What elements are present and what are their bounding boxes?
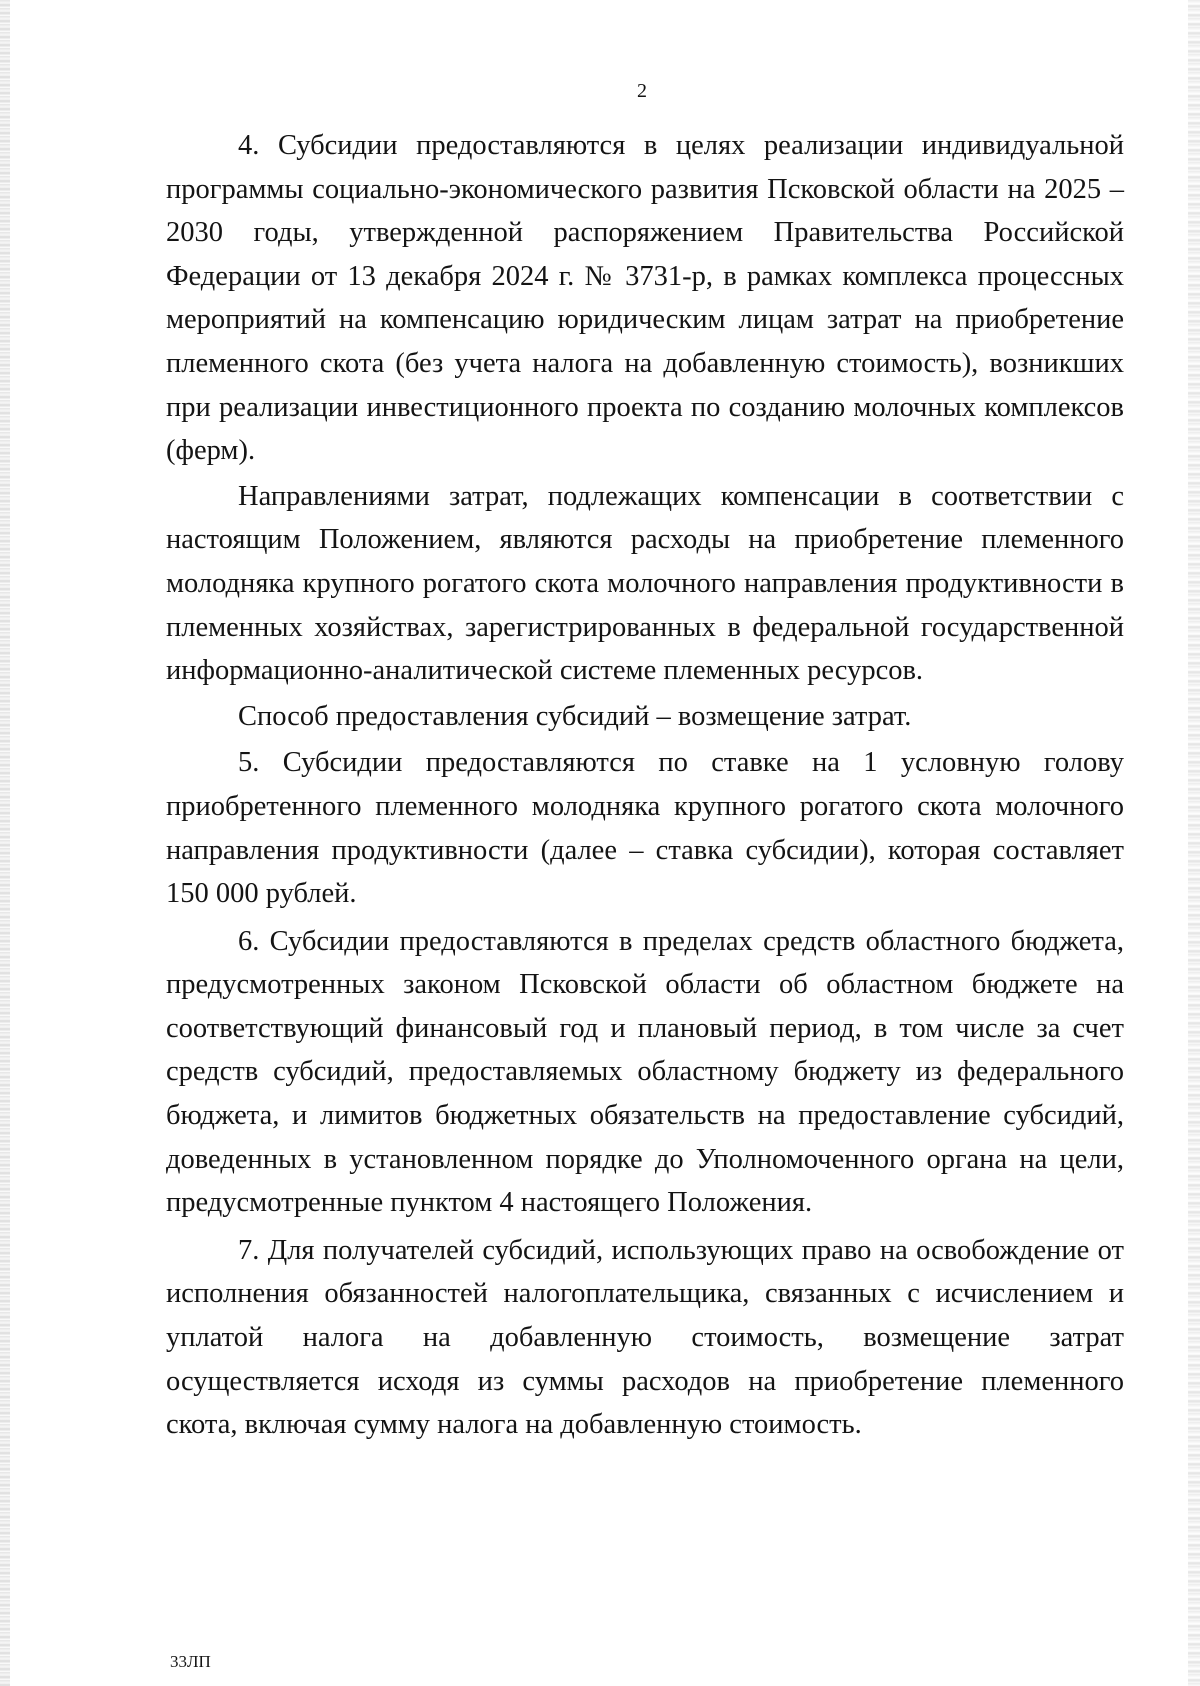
paragraph-7: 7. Для получателей субсидий, использующих право на освобождение от исполнения обязанностей налогоплательщика, связанных с исчислением и уплатой налога на добавленную стоимость, возмещение затрат осуществляется исходя из суммы расходов на приобретение племенного скота, включая сумму налога на добавленную стоимость.	[166, 1234, 1124, 1441]
scan-edge-right	[1188, 0, 1200, 1686]
document-body	[166, 124, 1124, 1447]
paragraph-cost-directions: Направлениями затрат, подлежащих компенсации в соответствии с настоящим Положением, являются расходы на приобретение племенного молодняка крупного рогатого скота молочного направления продуктивности в племенных хозяйствах, зарегистрированных в федеральной государственной информационно-аналитической системе племенных ресурсов.	[166, 480, 1124, 687]
scan-edge-left	[0, 0, 10, 1686]
page-number: 2	[637, 80, 647, 102]
footer-document-code: 33ЛП	[170, 1652, 211, 1671]
paragraph-subsidy-method: Способ предоставления субсидий – возмещение затрат.	[238, 700, 912, 732]
paragraph-4: 4. Субсидии предоставляются в целях реализации индивидуальной программы социально-экономического развития Псковской области на 2025 – 2030 годы, утвержденной распоряжением Правительства Российской Федерации от 13 декабря 2024 г. № 3731-р, в рамках комплекса процессных мероприятий на компенсацию юридическим лицам затрат на приобретение племенного скота (без учета налога на добавленную стоимость), возникших при реализации инвестиционного проекта по созданию молочных комплексов (ферм).	[166, 130, 1124, 467]
paragraph-5: 5. Субсидии предоставляются по ставке на 1 условную голову приобретенного племенного молодняка крупного рогатого скота молочного направления продуктивности (далее – ставка субсидии), которая составляет 150 000 рублей.	[166, 747, 1124, 910]
paragraph-6: 6. Субсидии предоставляются в пределах средств областного бюджета, предусмотренных законом Псковской области об областном бюджете на соответствующий финансовый год и плановый период, в том числе за счет средств субсидий, предоставляемых областному бюджету из федерального бюджета, и лимитов бюджетных обязательств на предоставление субсидий, доведенных в установленном порядке до Уполномоченного органа на цели, предусмотренные пунктом 4 настоящего Положения.	[166, 925, 1124, 1219]
